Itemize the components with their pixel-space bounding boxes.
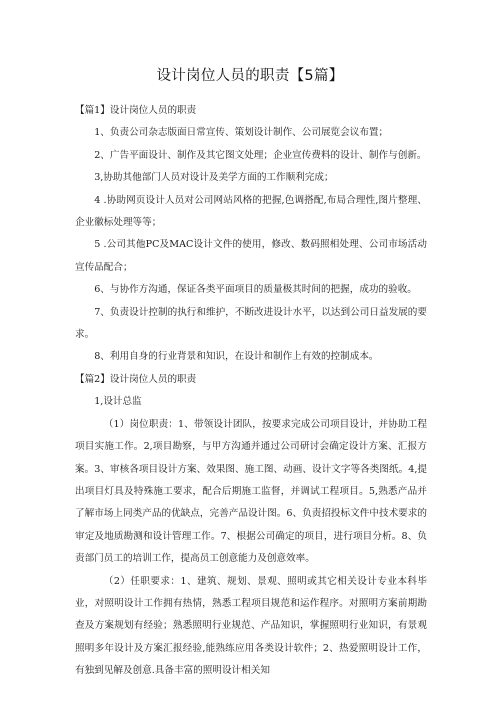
document-title: 设计岗位人员的职责【5篇】 — [156, 68, 344, 84]
section-heading-1: 【篇1】设计岗位人员的职责 — [75, 105, 197, 116]
paragraph: （1）岗位职责：1、带领设计团队，按要求完成公司项目设计，并协助工程项目实施工作。2,项目勘察，与甲方沟通并通过公司研讨会确定设计方案、汇报方案。3、审核各项目设计方案、效果图、施工图、动画、设计文字等各类图纸。4,提出项目灯具及特殊施工要求，配合后期施工监督，并调试工程项目。5,熟悉产品并了解市场上同类产品的优缺点，完善产品设计图。6、负责招投标文件中技术要求的审定及地质勘测和设计管理工作。7、根据公司确定的项目，进行项目分析。8、负责部门员工的培训工作，提高员工创意能力及创意效率。 — [75, 418, 427, 565]
paragraph: 8、利用自身的行业背景和知识，在设计和制作上有效的控制成本。 — [94, 351, 379, 363]
paragraph: 7、负责设计控制的执行和维护，不断改进设计水平，以达到公司日益发展的要求。 — [75, 306, 427, 341]
paragraph: 6、与协作方沟通，保证各类平面项目的质量极其时间的把握，成功的验收。 — [94, 284, 417, 296]
document-body — [75, 100, 427, 683]
paragraph: 4 .协助网页设计人员对公司网站风格的把握,色调搭配,布局合理性,图片整理、企业徽标处理等等； — [75, 194, 427, 229]
paragraph: 1,设计总监 — [94, 396, 142, 408]
paragraph: 1、负责公司杂志版面日常宣传、策划设计制作、公司展览会议布置； — [94, 127, 389, 139]
paragraph: 5 .公司其他PC及MAC设计文件的使用，修改、数码照相处理、公司市场活动宣传品配合； — [75, 239, 427, 273]
paragraph: （2）任职要求：1、建筑、规划、景观、照明或其它相关设计专业本科毕业，对照明设计工作拥有热情，熟悉工程项目规范和运作程序。对照明方案前期勘查及方案规划有经验；熟悉照明行业规范、产品知识，掌握照明行业知识，有景观照明多年设计及方案汇报经验,能熟练应用各类设计软件；2、热爱照明设计工作，有独到见解及创意.具备丰富的照明设计相关知 — [75, 575, 427, 677]
section-heading-2: 【篇2】设计岗位人员的职责 — [75, 373, 197, 385]
paragraph: 3,协助其他部门人员对设计及美学方面的工作顺利完成； — [94, 172, 334, 184]
paragraph: 2、广告平面设计、制作及其它图文处理；企业宣传费料的设计、制作与创新。 — [94, 149, 427, 161]
